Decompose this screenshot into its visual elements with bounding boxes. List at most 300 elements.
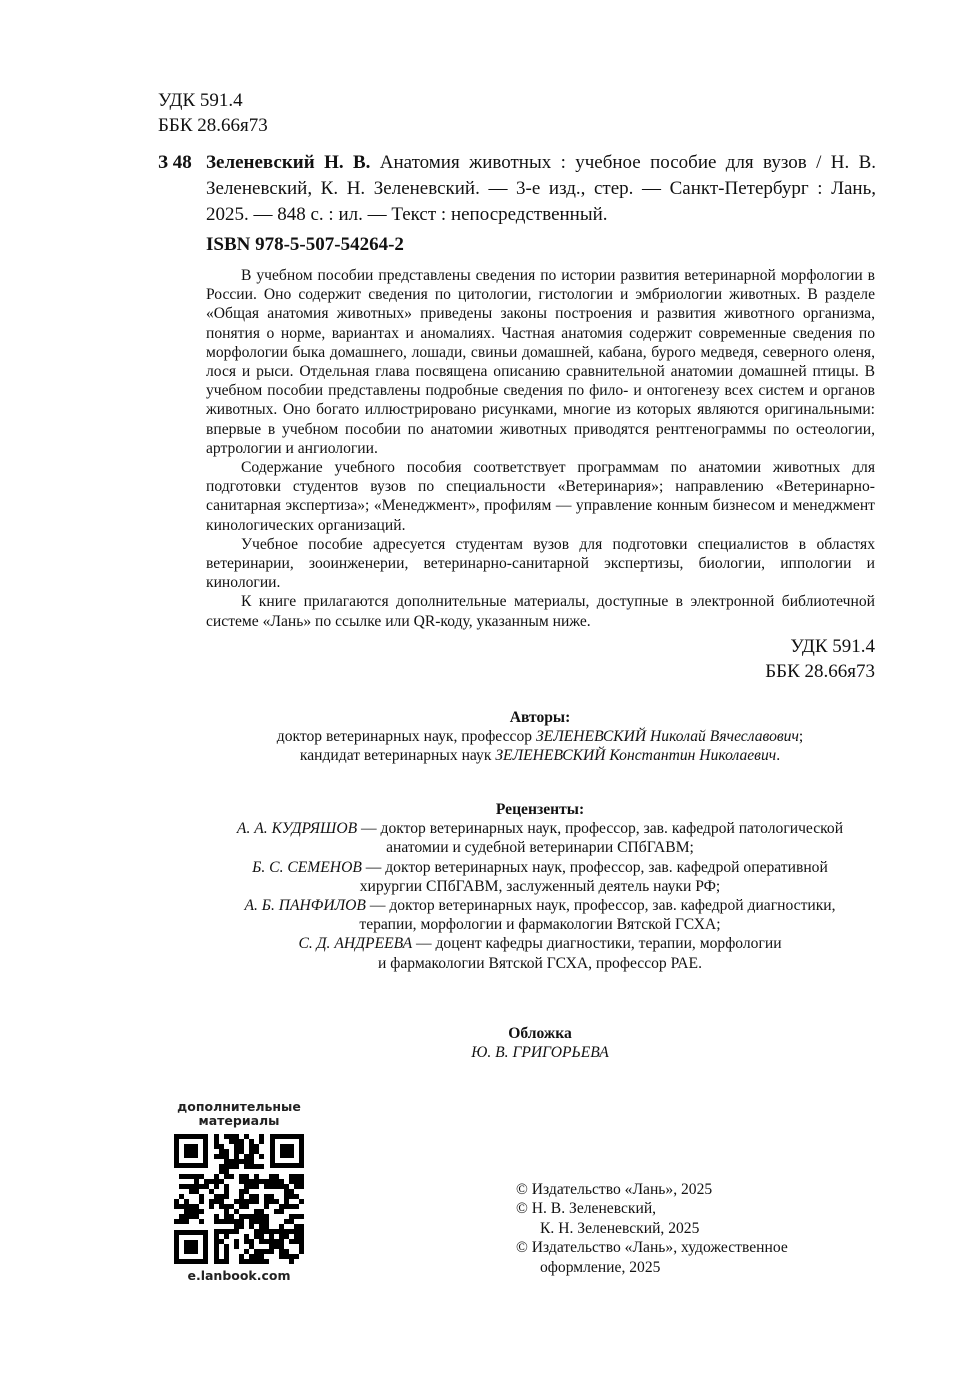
qr-module [294,1174,299,1179]
qr-module [239,1144,244,1149]
qr-module [294,1204,299,1209]
qr-module [299,1229,304,1234]
qr-module [244,1159,249,1164]
qr-module [279,1179,284,1184]
qr-module [259,1229,264,1234]
qr-module [229,1214,234,1219]
qr-module [299,1239,304,1244]
qr-module [264,1204,269,1209]
qr-module [224,1159,229,1164]
qr-module [249,1259,254,1264]
qr-module [184,1209,189,1214]
qr-module [274,1174,279,1179]
qr-module [254,1194,259,1199]
qr-module [264,1219,269,1224]
reviewer-line-cont: хирургии СПбГАВМ, заслуженный деятель науки РФ; [359,877,721,895]
qr-module [279,1224,284,1229]
qr-module [199,1174,204,1179]
qr-module [229,1139,234,1144]
qr-module [284,1204,289,1209]
abstract-paragraph: К книге прилагаются дополнительные материалы, доступные в электронной библиотечной системе «Лань» по ссылке или QR-коду, указанным ниже. [206,593,875,630]
cover-block [150,1024,930,1062]
copyright-line: © Н. В. Зеленевский, [516,1200,657,1218]
qr-module [244,1239,249,1244]
qr-module [214,1134,219,1139]
qr-module [184,1204,189,1209]
qr-module [229,1134,234,1139]
qr-module [294,1229,299,1234]
qr-module [254,1179,259,1184]
qr-module [259,1179,264,1184]
qr-module [284,1219,289,1224]
qr-module [234,1159,239,1164]
qr-module [189,1174,194,1179]
qr-module [184,1174,189,1179]
qr-module [214,1254,219,1259]
qr-module [184,1214,189,1219]
qr-module [199,1209,204,1214]
reviewers-block [150,800,930,973]
qr-module [299,1184,304,1189]
reviewer-line: А. Б. ПАНФИЛОВ — доктор ветеринарных наук, профессор, зав. кафедрой диагностики, [244,897,836,915]
qr-module [279,1244,284,1249]
qr-module [194,1174,199,1179]
qr-module [239,1174,244,1179]
qr-module [199,1184,204,1189]
qr-module [254,1229,259,1234]
qr-module [209,1199,214,1204]
qr-module [229,1204,234,1209]
qr-module [289,1214,294,1219]
qr-module [209,1189,214,1194]
qr-module [249,1164,254,1169]
qr-module [289,1239,294,1244]
qr-module [274,1229,279,1234]
qr-module [259,1164,264,1169]
qr-module [239,1254,244,1259]
qr-module [234,1244,239,1249]
reviewer-name: А. Б. ПАНФИЛОВ [244,897,366,915]
qr-module [224,1189,229,1194]
qr-module [189,1214,194,1219]
qr-module [214,1184,219,1189]
qr-module [289,1174,294,1179]
qr-module [279,1249,284,1254]
qr-module [299,1244,304,1249]
qr-module [189,1209,194,1214]
author-line: доктор ветеринарных наук, профессор ЗЕЛЕНЕВСКИЙ Николай Вячеславович; [276,728,804,746]
qr-module [279,1239,284,1244]
qr-module [254,1199,259,1204]
reviewer-name: А. А. КУДРЯШОВ [236,820,358,838]
qr-module [209,1179,214,1184]
qr-module [244,1204,249,1209]
qr-module [184,1199,189,1204]
qr-module [269,1249,274,1254]
qr-module [264,1214,269,1219]
qr-module [234,1219,239,1224]
qr-module [294,1194,299,1199]
reviewers-heading: Рецензенты: [495,801,585,818]
qr-module [239,1204,244,1209]
qr-module [254,1214,259,1219]
qr-module [254,1144,259,1149]
udk-code-right: УДК 591.4 [790,636,875,657]
qr-module [244,1154,249,1159]
qr-module [254,1259,259,1264]
qr-module [264,1184,269,1189]
qr-module [214,1154,219,1159]
qr-module [269,1239,274,1244]
qr-module [234,1199,239,1204]
qr-module [249,1244,254,1249]
qr-module [214,1259,219,1264]
qr-module [249,1149,254,1154]
qr-module [264,1249,269,1254]
qr-module [289,1229,294,1234]
copyright-line: © Издательство «Лань», художественное [516,1239,788,1257]
qr-module [214,1179,219,1184]
qr-module [269,1174,274,1179]
bbk-code: ББК 28.66я73 [158,115,268,136]
qr-module [234,1144,239,1149]
qr-module [249,1139,254,1144]
qr-module [219,1259,224,1264]
qr-module [289,1204,294,1209]
qr-module [214,1214,219,1219]
qr-module [279,1184,284,1189]
author-heading: Зеленевский Н. В. [206,152,371,173]
qr-module [249,1214,254,1219]
qr-module [219,1219,224,1224]
qr-module [249,1184,254,1189]
author-line: кандидат ветеринарных наук ЗЕЛЕНЕВСКИЙ Константин Николаевич. [299,747,781,765]
qr-module [234,1154,239,1159]
qr-module [249,1154,254,1159]
reviewer-name: Б. С. СЕМЕНОВ [252,858,362,876]
qr-module [249,1159,254,1164]
qr-module [209,1204,214,1209]
qr-module [274,1209,279,1214]
qr-module [279,1229,284,1234]
qr-module [294,1254,299,1259]
qr-module [249,1254,254,1259]
qr-module [234,1149,239,1154]
qr-module [254,1184,259,1189]
qr-module [244,1259,249,1264]
qr-module [189,1184,194,1189]
qr-module [239,1179,244,1184]
cover-heading: Обложка [508,1025,572,1042]
qr-module [224,1134,229,1139]
qr-module [264,1194,269,1199]
qr-module [299,1199,304,1204]
qr-module [174,1219,179,1224]
qr-module [194,1179,199,1184]
qr-module [259,1209,264,1214]
qr-module [289,1179,294,1184]
qr-module [284,1254,289,1259]
qr-module [214,1249,219,1254]
qr-module [234,1209,239,1214]
qr-module [219,1179,224,1184]
qr-module [239,1214,244,1219]
qr-module [224,1229,229,1234]
abstract-paragraph: Содержание учебного пособия соответствует программам по анатомии животных для подготовки студентов вузов по специальности «Ветеринария»; направлению «Ветеринарно-санитарная экспертиза»; «Менеджмент», профилям — управление конным бизнесом и менеджмент кинологических организаций. [206,459,875,534]
qr-module [219,1204,224,1209]
qr-module [259,1154,264,1159]
author-name: ЗЕЛЕНЕВСКИЙ Константин Николаевич [495,747,777,765]
reviewer-line: Б. С. СЕМЕНОВ — доктор ветеринарных наук, профессор, зав. кафедрой оперативной [252,858,828,876]
qr-module [289,1189,294,1194]
qr-module [224,1194,229,1199]
isbn: ISBN 978-5-507-54264-2 [206,234,404,255]
catalog-entry [158,150,876,228]
qr-module [224,1249,229,1254]
qr-module [259,1139,264,1144]
qr-module [249,1179,254,1184]
qr-module [179,1214,184,1219]
qr-module [269,1229,274,1234]
classification-codes [158,88,268,138]
qr-module [234,1139,239,1144]
qr-module [284,1249,289,1254]
author-sign: З 48 [158,152,192,173]
qr-module [274,1199,279,1204]
qr-module [214,1229,219,1234]
qr-module [284,1189,289,1194]
qr-module [214,1199,219,1204]
qr-module [179,1184,184,1189]
reviewer-name: С. Д. АНДРЕЕВА [298,935,413,953]
qr-module [259,1234,264,1239]
qr-module [269,1244,274,1249]
qr-module [299,1179,304,1184]
qr-module [224,1254,229,1259]
copyright-line: оформление, 2025 [540,1258,661,1276]
copyright-line: К. Н. Зеленевский, 2025 [540,1219,700,1237]
qr-module [284,1234,289,1239]
qr-module [254,1209,259,1214]
qr-module [259,1219,264,1224]
author-name: ЗЕЛЕНЕВСКИЙ Николай Вячеславович [535,728,799,746]
qr-module [239,1219,244,1224]
qr-module [254,1149,259,1154]
qr-module [179,1204,184,1209]
qr-module [294,1239,299,1244]
qr-module [189,1204,194,1209]
qr-module [194,1204,199,1209]
qr-module [294,1234,299,1239]
qr-module [184,1219,189,1224]
qr-module [289,1259,294,1264]
qr-module [264,1239,269,1244]
qr-module [224,1154,229,1159]
qr-module [244,1249,249,1254]
qr-module [224,1174,229,1179]
qr-module [224,1234,229,1239]
qr-module [254,1164,259,1169]
qr-module [259,1134,264,1139]
qr-module [299,1224,304,1229]
qr-module [264,1199,269,1204]
qr-module [284,1184,289,1189]
qr-module [294,1224,299,1229]
qr-module [214,1244,219,1249]
qr-module [219,1149,224,1154]
qr-module [189,1189,194,1194]
qr-module [264,1259,269,1264]
qr-module [274,1244,279,1249]
qr-module [239,1199,244,1204]
qr-module [194,1189,199,1194]
qr-module [299,1174,304,1179]
authors-heading: Авторы: [509,709,571,726]
qr-module [224,1164,229,1169]
qr-module [289,1254,294,1259]
qr-module [244,1214,249,1219]
qr-module [239,1149,244,1154]
qr-module [224,1209,229,1214]
qr-module [279,1254,284,1259]
qr-module [224,1214,229,1219]
qr-module [194,1184,199,1189]
qr-module [244,1174,249,1179]
qr-module [259,1259,264,1264]
qr-module [174,1204,179,1209]
qr-module [239,1259,244,1264]
qr-module [254,1174,259,1179]
qr-module [299,1234,304,1239]
qr-module [249,1194,254,1199]
qr-module [294,1214,299,1219]
qr-module [219,1144,224,1149]
abstract [206,266,875,631]
description-text: Анатомия животных : учебное пособие для вузов / Н. В. Зеленевский, К. Н. Зеленевский. — 3-е изд., стер. — Санкт-Петербург : Лань, 2025. — 848 с. : ил. — Текст : непосредственный. [206,152,877,225]
reviewer-line: С. Д. АНДРЕЕВА — доцент кафедры диагностики, терапии, морфологии [298,935,782,953]
bbk-code-right: ББК 28.66я73 [765,661,875,682]
qr-module [244,1184,249,1189]
qr-module [199,1219,204,1224]
qr-module [229,1164,234,1169]
qr-module [239,1224,244,1229]
abstract-paragraph: В учебном пособии представлены сведения по истории развития ветеринарной морфологии в России. Оно содержит сведения по цитологии, гистологии и эмбриологии животных. В разделе «Общая анатомия животных» приведены законы построения и развития животного организма, понятия о норме, вариантах и аномалиях. Частная анатомия содержит современные сведения по морфологии быка домашнего, лошади, свиньи домашней, кабана, бурого медведя, северного оленя, лося и рыси. Отдельная глава посвящена описанию сравнительной анатомии домашней птицы. В учебном пособии представлены подробные сведения по фило- и онтогенезу всех систем и органов животных. Оно богато иллюстрировано рисунками, многие из которых являются оригинальными: впервые в учебном пособии по анатомии животных приводятся рентгенограммы по остеологии, артрологии и ангиологии. [206,267,875,457]
qr-module [234,1224,239,1229]
qr-module [279,1209,284,1214]
qr-module [289,1194,294,1199]
qr-module [264,1224,269,1229]
qr-module [269,1199,274,1204]
qr-module [194,1214,199,1219]
qr-module [219,1239,224,1244]
qr-module [284,1229,289,1234]
qr-module [254,1249,259,1254]
qr-module [229,1219,234,1224]
qr-module [219,1154,224,1159]
qr-module [174,1199,179,1204]
qr-module [269,1184,274,1189]
cover-designer: Ю. В. ГРИГОРЬЕВА [471,1044,609,1062]
qr-module [294,1179,299,1184]
authors-block [150,708,930,766]
qr-module [179,1219,184,1224]
qr-module [224,1149,229,1154]
qr-module [219,1194,224,1199]
qr-module [249,1144,254,1149]
qr-module [239,1159,244,1164]
classification-codes-right [700,634,875,684]
copyright-block [516,1180,788,1277]
qr-module [254,1219,259,1224]
qr-module [184,1184,189,1189]
reviewer-line: А. А. КУДРЯШОВ — доктор ветеринарных наук, профессор, зав. кафедрой патологической [236,820,844,838]
qr-module [249,1199,254,1204]
qr-module [274,1184,279,1189]
qr-module [284,1194,289,1199]
qr-module [204,1179,209,1184]
qr-code-icon[interactable] [172,1132,306,1266]
qr-module [179,1174,184,1179]
qr-module [214,1234,219,1239]
qr-module [299,1214,304,1219]
qr-module [204,1184,209,1189]
qr-module [259,1214,264,1219]
qr-block [168,1100,310,1283]
qr-module [219,1229,224,1234]
qr-module [259,1254,264,1259]
qr-module [249,1219,254,1224]
reviewer-line-cont: и фармакологии Вятской ГСХА, профессор РАЕ. [378,954,702,972]
qr-site-label: e.lanbook.com [187,1268,291,1283]
qr-module [214,1219,219,1224]
qr-module [219,1164,224,1169]
reviewer-line-cont: анатомии и судебной ветеринарии СПбГАВМ; [386,839,694,857]
qr-module [244,1164,249,1169]
qr-module [229,1174,234,1179]
qr-module [234,1134,239,1139]
qr-module [214,1239,219,1244]
qr-module [224,1219,229,1224]
qr-module [239,1189,244,1194]
qr-module [239,1194,244,1199]
qr-module [294,1184,299,1189]
qr-module [289,1219,294,1224]
qr-module [229,1159,234,1164]
qr-module [244,1234,249,1239]
qr-module [194,1209,199,1214]
qr-module [244,1179,249,1184]
qr-module [264,1179,269,1184]
qr-module [284,1199,289,1204]
qr-module [234,1239,239,1244]
copyright-line: © Издательство «Лань», 2025 [516,1181,713,1198]
qr-module [269,1179,274,1184]
udk-code: УДК 591.4 [158,90,243,111]
qr-module [259,1224,264,1229]
qr-module [259,1249,264,1254]
qr-module [259,1239,264,1244]
reviewer-line-cont: терапии, морфологии и фармакологии Вятской ГСХА; [359,916,721,934]
bibliographic-description [206,150,876,228]
qr-module [234,1229,239,1234]
qr-module [269,1194,274,1199]
qr-module [274,1239,279,1244]
qr-module [224,1184,229,1189]
qr-module [224,1169,229,1174]
qr-module [244,1199,249,1204]
qr-module [179,1194,184,1199]
qr-module [279,1204,284,1209]
